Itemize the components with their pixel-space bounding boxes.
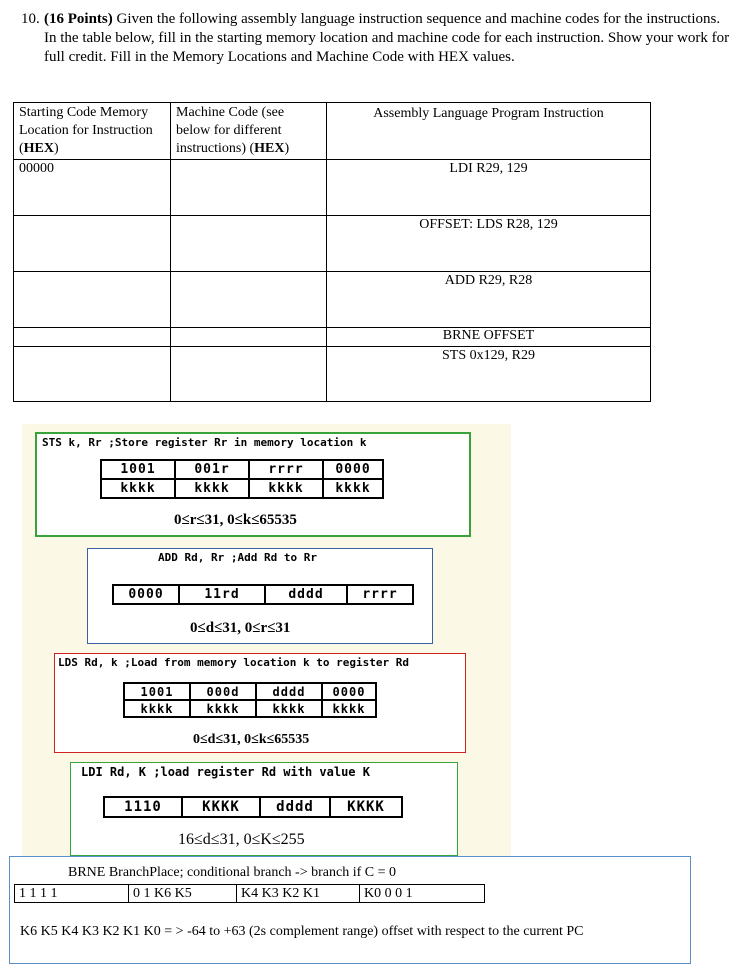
opcode-cell: 000d	[190, 683, 256, 700]
opcode-cell: K4 K3 K2 K1	[237, 885, 360, 903]
ldi-format-box	[70, 762, 458, 856]
sts-range: 0≤r≤31, 0≤k≤65535	[174, 512, 297, 528]
opcode-cell: kkkk	[101, 479, 175, 498]
add-opcode-table	[112, 584, 414, 605]
opcode-cell: rrrr	[249, 460, 323, 479]
machine-code-cell[interactable]	[171, 347, 327, 402]
opcode-cell: 1001	[124, 683, 190, 700]
lds-opcode-table	[123, 682, 377, 718]
opcode-cell: kkkk	[249, 479, 323, 498]
instruction-cell: OFFSET: LDS R28, 129	[327, 216, 651, 272]
opcode-cell: 001r	[175, 460, 249, 479]
header-machine-code: Machine Code (see below for different instructions) (HEX)	[171, 103, 327, 160]
opcode-cell: 11rd	[179, 585, 265, 604]
header-assembly-instruction: Assembly Language Program Instruction	[327, 103, 651, 160]
lds-range: 0≤d≤31, 0≤k≤65535	[193, 732, 310, 747]
memory-location-cell[interactable]	[14, 347, 171, 402]
opcode-cell: 0000	[323, 460, 383, 479]
memory-location-cell[interactable]	[14, 216, 171, 272]
opcode-cell: 1 1 1 1	[15, 885, 129, 903]
opcode-cell: kkkk	[322, 700, 376, 717]
lds-format-box	[54, 653, 466, 753]
instruction-cell: STS 0x129, R29	[327, 347, 651, 402]
opcode-cell: rrrr	[347, 585, 413, 604]
table-row	[14, 272, 651, 328]
instruction-cell: ADD R29, R28	[327, 272, 651, 328]
opcode-cell: dddd	[260, 797, 330, 817]
question-body	[44, 10, 729, 67]
opcode-cell: dddd	[256, 683, 322, 700]
opcode-cell: 0000	[322, 683, 376, 700]
brne-title: BRNE BranchPlace; conditional branch -> branch if C = 0	[68, 865, 396, 880]
opcode-cell: kkkk	[124, 700, 190, 717]
opcode-cell: kkkk	[175, 479, 249, 498]
table-row	[14, 160, 651, 216]
memory-location-cell[interactable]	[14, 272, 171, 328]
ldi-opcode-table	[103, 796, 403, 818]
machine-code-cell[interactable]	[171, 328, 327, 347]
add-range: 0≤d≤31, 0≤r≤31	[190, 620, 291, 636]
sts-format-box	[35, 432, 471, 537]
brne-format-box	[9, 856, 691, 964]
memory-location-cell[interactable]	[14, 328, 171, 347]
opcode-cell: 0000	[113, 585, 179, 604]
opcode-cell: 1110	[104, 797, 182, 817]
ldi-range: 16≤d≤31, 0≤K≤255	[178, 831, 305, 848]
add-format-header: ADD Rd, Rr ;Add Rd to Rr	[158, 551, 317, 564]
brne-opcode-table	[14, 884, 485, 903]
lds-format-header: LDS Rd, k ;Load from memory location k to register Rd	[58, 656, 409, 669]
table-row	[14, 328, 651, 347]
question-text: Given the following assembly language instruction sequence and machine codes for the instructions. In the table below, fill in the starting memory location and machine code for each instruction. Show your work for full credit. Fill in the Memory Locations and Machine Code with HEX values.	[44, 11, 729, 65]
add-format-box	[87, 548, 433, 644]
instruction-cell: BRNE OFFSET	[327, 328, 651, 347]
opcode-cell: kkkk	[190, 700, 256, 717]
table-row	[14, 347, 651, 402]
sts-opcode-table	[100, 459, 384, 499]
ldi-format-header: LDI Rd, K ;load register Rd with value K	[81, 765, 370, 779]
machine-code-cell[interactable]	[171, 160, 327, 216]
opcode-cell: kkkk	[256, 700, 322, 717]
brne-offset-note: K6 K5 K4 K3 K2 K1 K0 = > -64 to +63 (2s complement range) offset with respect to the current PC	[20, 924, 584, 939]
sts-format-header: STS k, Rr ;Store register Rr in memory location k	[42, 436, 367, 449]
table-row	[14, 216, 651, 272]
memory-location-cell[interactable]: 00000	[14, 160, 171, 216]
question-points: (16 Points)	[44, 11, 113, 27]
opcode-cell: KKKK	[182, 797, 260, 817]
question-number: 10.	[21, 11, 40, 27]
opcode-cell: kkkk	[323, 479, 383, 498]
machine-code-cell[interactable]	[171, 272, 327, 328]
header-memory-location: Starting Code Memory Location for Instruction (HEX)	[14, 103, 171, 160]
opcode-cell: dddd	[265, 585, 347, 604]
opcode-cell: KKKK	[330, 797, 402, 817]
opcode-cell: 1001	[101, 460, 175, 479]
opcode-cell: K0 0 0 1	[360, 885, 485, 903]
instruction-cell: LDI R29, 129	[327, 160, 651, 216]
table-header-row	[14, 103, 651, 160]
answer-table	[13, 102, 651, 402]
machine-code-cell[interactable]	[171, 216, 327, 272]
opcode-cell: 0 1 K6 K5	[129, 885, 237, 903]
question	[21, 10, 729, 67]
